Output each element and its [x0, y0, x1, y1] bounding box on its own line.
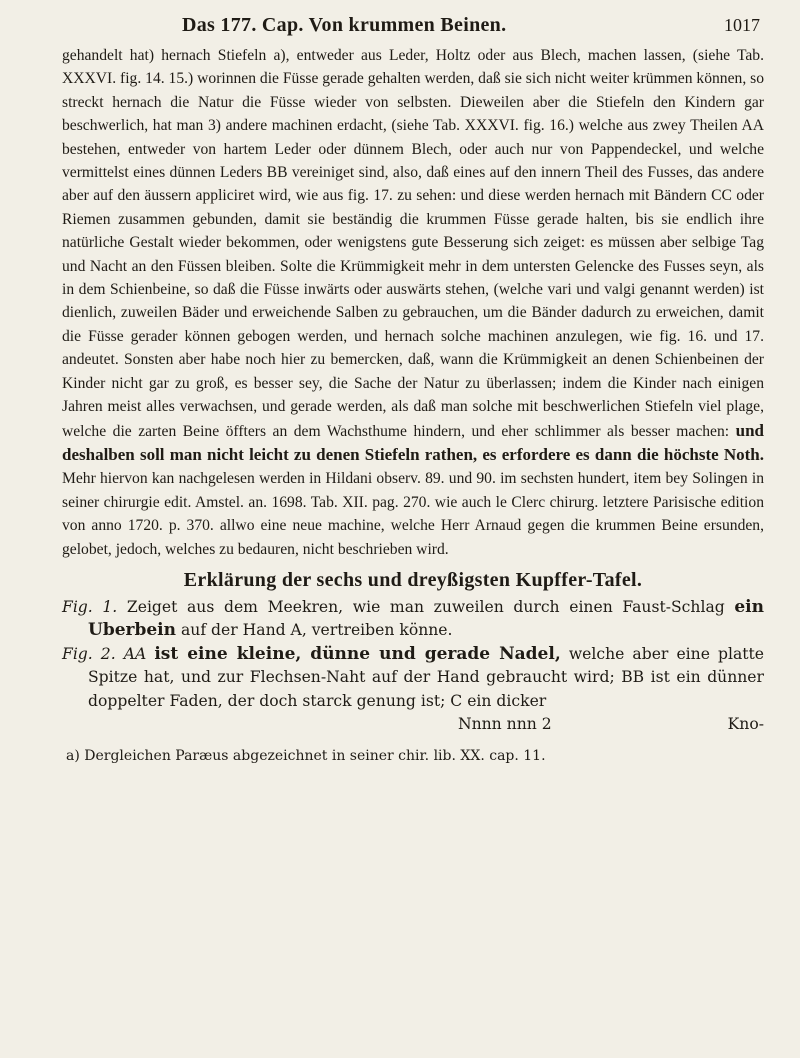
figure-label: Fig. 1.	[62, 597, 118, 616]
figure-label: Fig. 2.	[62, 644, 116, 663]
figure-entry	[62, 643, 764, 713]
page-number: 1017	[724, 15, 760, 35]
footnote-text: Dergleichen Paræus abgezeichnet in seiner chir. lib. XX. cap. 11.	[84, 748, 546, 765]
emphasized-text: ein Uberbein	[88, 596, 764, 641]
figure-text: welche aber eine platte Spitze hat, und zur Flechsen-Naht auf der Hand gebraucht wird; BB ist ein dünner doppelter Faden, der doch starck genung ist; C ein dicker	[88, 644, 765, 710]
catchword: Kno-	[727, 714, 764, 733]
emphasized-text: ist eine kleine, dünne und gerade Nadel,	[154, 643, 561, 664]
figure-text: Zeiget aus dem Meekren, wie man zuweilen durch einen Faust-Schlag	[126, 597, 725, 616]
figure-text: auf der Hand A, vertreiben könne.	[180, 621, 453, 640]
figure-text: AA	[123, 644, 147, 663]
chapter-title: Das 177. Cap. Von krummen Beinen.	[182, 14, 507, 36]
main-text	[62, 44, 764, 561]
footnote	[62, 746, 764, 766]
catchword-line	[62, 713, 764, 736]
running-header	[62, 14, 764, 42]
paragraph	[62, 44, 764, 561]
signature-mark: Nnnn nnn 2	[457, 714, 552, 733]
section-title: Erklärung der sechs und dreyßigsten Kupffer-Tafel.	[183, 568, 643, 591]
paragraph-text: Mehr hiervon kan nachgelesen werden in Hildani observ. 89. und 90. im sechsten hundert, item bey Solingen in seiner chirurgie edit. Amstel. an. 1698. Tab. XII. pag. 270. wie auch le Clerc chirurg. letztere Parisische edition von anno 1720. p. 370. allwo eine neue machine, welche Herr Arnaud gegen die krummen Beine ersunden, gelobet, jedoch, welches zu bedauren, nicht beschrieben wird.	[62, 470, 764, 558]
footnote-marker: a)	[66, 748, 80, 765]
figure-entry	[62, 596, 764, 643]
figure-explanations	[62, 596, 764, 713]
paragraph-text: gehandelt hat) hernach Stiefeln a), entweder aus Leder, Holtz oder aus Blech, machen lassen, (siehe Tab. XXXVI. fig. 14. 15.) worinnen die Füsse gerade gehalten werden, daß sie sich nicht weiter krümmen können, so streckt hernach die Natur die Füsse wieder von selbsten. Dieweilen aber die Stiefeln den Kindern gar beschwerlich, hat man 3) andere machinen erdacht, (siehe Tab. XXXVI. fig. 16.) welche aus zwey Theilen AA bestehen, entweder von hartem Leder oder dünnem Blech, oder auch nur von Pappendeckel, und welche vermittelst eines dünnen Leders BB vereiniget sind, also, daß eines auf den innern Theil des Fusses, das andere aber auf den äussern appliciret wird, wie aus fig. 17. zu sehen: und diese werden hernach mit Bändern CC oder Riemen zusammen gebunden, damit sie beständig die krummen Füsse gerade halten, bis sie endlich ihre natürliche Gestalt wieder bekommen, oder wenigstens gute Besserung sich zeiget: es müssen aber selbige Tag und Nacht an den Füssen bleiben. Solte die Krümmigkeit mehr in dem untersten Gelencke des Fusses seyn, als in dem Schienbeine, so daß die Füsse inwärts oder auswärts stehen, (welche vari und valgi genannt werden) ist dienlich, zuweilen Bäder und erweichende Salben zu gebrauchen, um die Bänder dadurch zu erweichen, damit die Füsse gerader können gebogen werden, und hernach solche machinen anzulegen, wie fig. 16. und 17. andeutet. Sonsten aber habe noch hier zu bemercken, daß, wann die Krümmigkeit an denen Schienbeinen der Kinder nicht gar zu groß, es besser sey, die Sache der Natur zu überlassen; indem die Kinder nach einigen Jahren meist alles verwachsen, und gerade werden, als daß man solche mit beschwerlichen Stiefeln viel plage, welche die zarten Beine öffters an dem Wachsthume hindern, und eher schlimmer als besser machen:	[62, 47, 764, 440]
emphasized-text: und deshalben soll man nicht leicht zu denen Stiefeln rathen, es erfordere es dann die höchste Noth.	[62, 420, 764, 464]
